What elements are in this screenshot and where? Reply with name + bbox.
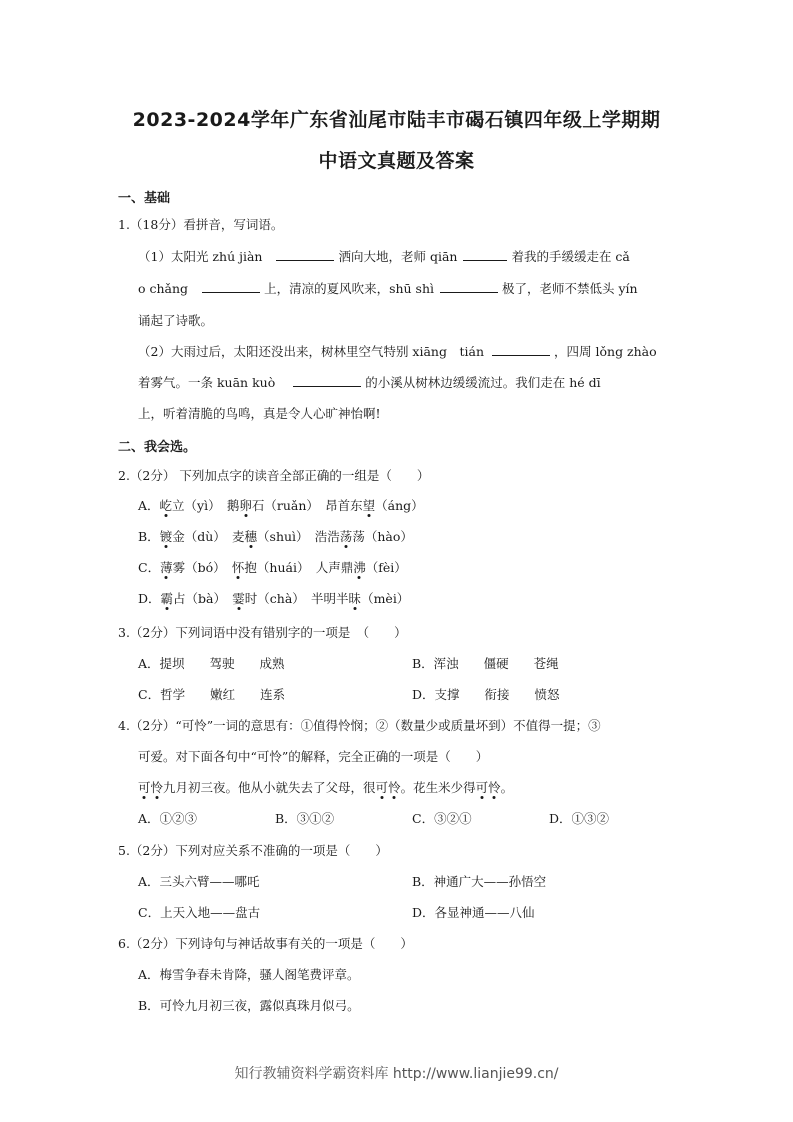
- answer-blank[interactable]: [440, 280, 498, 293]
- footer-watermark: 知行教辅资料学霸资料库 http://www.lianjie99.cn/: [234, 1066, 559, 1082]
- answer-blank[interactable]: [202, 280, 260, 293]
- q1-text: （1）太阳光 zhú jiàn: [138, 249, 263, 264]
- section-heading-choose: 二、我会选。: [118, 440, 197, 455]
- dotted-char: 霎: [232, 591, 245, 606]
- dotted-char: 可: [138, 780, 151, 795]
- q4-option-c[interactable]: C．③②①: [412, 811, 472, 826]
- q3-stem: 3.（2分）下列词语中没有错别字的一项是 （ ）: [118, 625, 407, 640]
- q1-text: 洒向大地，老师 qiān: [338, 249, 458, 264]
- q2-text: （áng）: [375, 498, 424, 513]
- q2-text: D．: [138, 591, 161, 606]
- q2-option-d[interactable]: [138, 590, 409, 608]
- q1-text: 极了，老师不禁低头 yín: [502, 281, 638, 296]
- q2-option-c[interactable]: [138, 559, 407, 577]
- dotted-char: 沸: [353, 560, 366, 575]
- q3-option-c[interactable]: C．哲学 嫩红 连系: [138, 687, 286, 702]
- dotted-char: 望: [362, 498, 376, 513]
- q1-paragraph-1-line-3: 诵起了诗歌。: [138, 313, 214, 328]
- q2-text: 立（yì） 鹅: [172, 498, 240, 513]
- q5-option-a[interactable]: A．三头六臂——哪吒: [138, 874, 260, 889]
- answer-blank[interactable]: [293, 374, 361, 387]
- q4-stem-line-2: 可爱。对下面各句中“可怜”的解释，完全正确的一项是（ ）: [138, 749, 489, 764]
- dotted-char: 怀: [231, 560, 245, 575]
- q1-stem: 1.（18分）看拼音，写词语。: [118, 217, 284, 232]
- q2-text: 占（bà）: [173, 591, 233, 606]
- q4-text: 。花生米少得: [400, 780, 476, 795]
- q2-text: B．: [138, 529, 160, 544]
- q4-text: 九月初三夜。他从小就失去了父母，很: [163, 780, 376, 795]
- q1-text: o chǎng: [138, 281, 189, 296]
- q5-option-b[interactable]: B．神通广大——孙悟空: [412, 874, 547, 889]
- q2-text: A．: [138, 498, 160, 513]
- q4-option-a[interactable]: A．①②③: [138, 811, 198, 826]
- dotted-char: 卵: [239, 498, 252, 513]
- q3-option-d[interactable]: D．支撑 衔接 愤怒: [412, 687, 560, 702]
- q2-text: 石（ruǎn） 昂首东: [251, 498, 363, 513]
- q5-stem: 5.（2分）下列对应关系不准确的一项是（ ）: [118, 843, 388, 858]
- q1-text: 的小溪从树林边缓缓流过。我们走在 hé dī: [365, 375, 601, 390]
- q2-text: 抱（huái） 人声鼎: [244, 560, 354, 575]
- q2-text: 时（chà） 半明半: [244, 591, 349, 606]
- q3-option-b[interactable]: B．浑浊 僵硬 苍绳: [412, 656, 559, 671]
- q1-text: 着雾气。一条 kuān kuò: [138, 375, 276, 390]
- q2-text: C．: [138, 560, 161, 575]
- q4-stem-line-1: 4.（2分）“可怜”一词的意思有：①值得怜悯；②（数量少或质量坏到）不值得一提；③: [118, 718, 601, 733]
- q1-text: ，四周 lǒng zhào: [554, 344, 657, 359]
- q6-option-b[interactable]: B．可怜九月初三夜，露似真珠月似弓。: [138, 998, 360, 1013]
- q2-text: 雾（bó）: [172, 560, 232, 575]
- document-title-line-2: 中语文真题及答案: [318, 150, 475, 172]
- dotted-char: 怜: [388, 780, 401, 795]
- q2-text: （mèi）: [361, 591, 410, 606]
- q4-option-b[interactable]: B．③①②: [275, 811, 335, 826]
- q2-text: （fèi）: [365, 560, 407, 575]
- q2-option-a[interactable]: [138, 497, 424, 515]
- q3-option-a[interactable]: A．提坝 驾驶 成熟: [138, 656, 285, 671]
- document-title-line-1: 2023-2024学年广东省汕尾市陆丰市碣石镇四年级上学期期: [132, 109, 661, 131]
- q4-example-sentences: [138, 779, 513, 797]
- q4-text: 。: [500, 780, 514, 795]
- dotted-char: 霸: [160, 591, 174, 606]
- dotted-char: 怜: [488, 780, 501, 795]
- q4-option-d[interactable]: D．①③②: [549, 811, 610, 826]
- dotted-char: 薄: [160, 560, 173, 575]
- dotted-char: 可: [475, 780, 489, 795]
- q2-text: 荡（hào）: [352, 529, 413, 544]
- q2-text: 金（dù） 麦: [172, 529, 245, 544]
- answer-blank[interactable]: [276, 248, 334, 261]
- dotted-char: 荡: [339, 529, 353, 544]
- dotted-char: 屹: [159, 498, 173, 513]
- q6-option-a[interactable]: A．梅雪争春未肯降，骚人阁笔费评章。: [138, 967, 360, 982]
- q1-paragraph-2-line-2: [138, 374, 601, 392]
- section-heading-basics: 一、基础: [118, 191, 171, 206]
- q1-text: 上，清凉的夏风吹来，shū shì: [264, 281, 435, 296]
- q6-stem: 6.（2分）下列诗句与神话故事有关的一项是（ ）: [118, 936, 413, 951]
- q1-text: 着我的手缓缓走在 cǎ: [511, 249, 630, 264]
- q1-text: （2）大雨过后，太阳还没出来，树林里空气特别 xiāng tián: [138, 344, 485, 359]
- answer-blank[interactable]: [492, 343, 550, 356]
- q5-option-c[interactable]: C．上天入地——盘古: [138, 905, 261, 920]
- q1-paragraph-2-line-1: [138, 343, 657, 361]
- q2-text: （shuì） 浩浩: [257, 529, 340, 544]
- q5-option-d[interactable]: D．各显神通——八仙: [412, 905, 535, 920]
- q1-paragraph-1-line-1: [138, 248, 630, 266]
- dotted-char: 可: [375, 780, 389, 795]
- dotted-char: 穗: [244, 529, 258, 544]
- dotted-char: 镀: [159, 529, 173, 544]
- dotted-char: 昧: [348, 591, 362, 606]
- answer-blank[interactable]: [463, 248, 507, 261]
- q2-option-b[interactable]: [138, 528, 413, 546]
- dotted-char: 怜: [150, 780, 164, 795]
- q1-paragraph-1-line-2: [138, 280, 638, 298]
- q1-paragraph-2-line-3: 上，听着清脆的鸟鸣，真是令人心旷神怡啊!: [138, 406, 381, 421]
- q2-stem: 2.（2分） 下列加点字的读音全部正确的一组是（ ）: [118, 468, 430, 483]
